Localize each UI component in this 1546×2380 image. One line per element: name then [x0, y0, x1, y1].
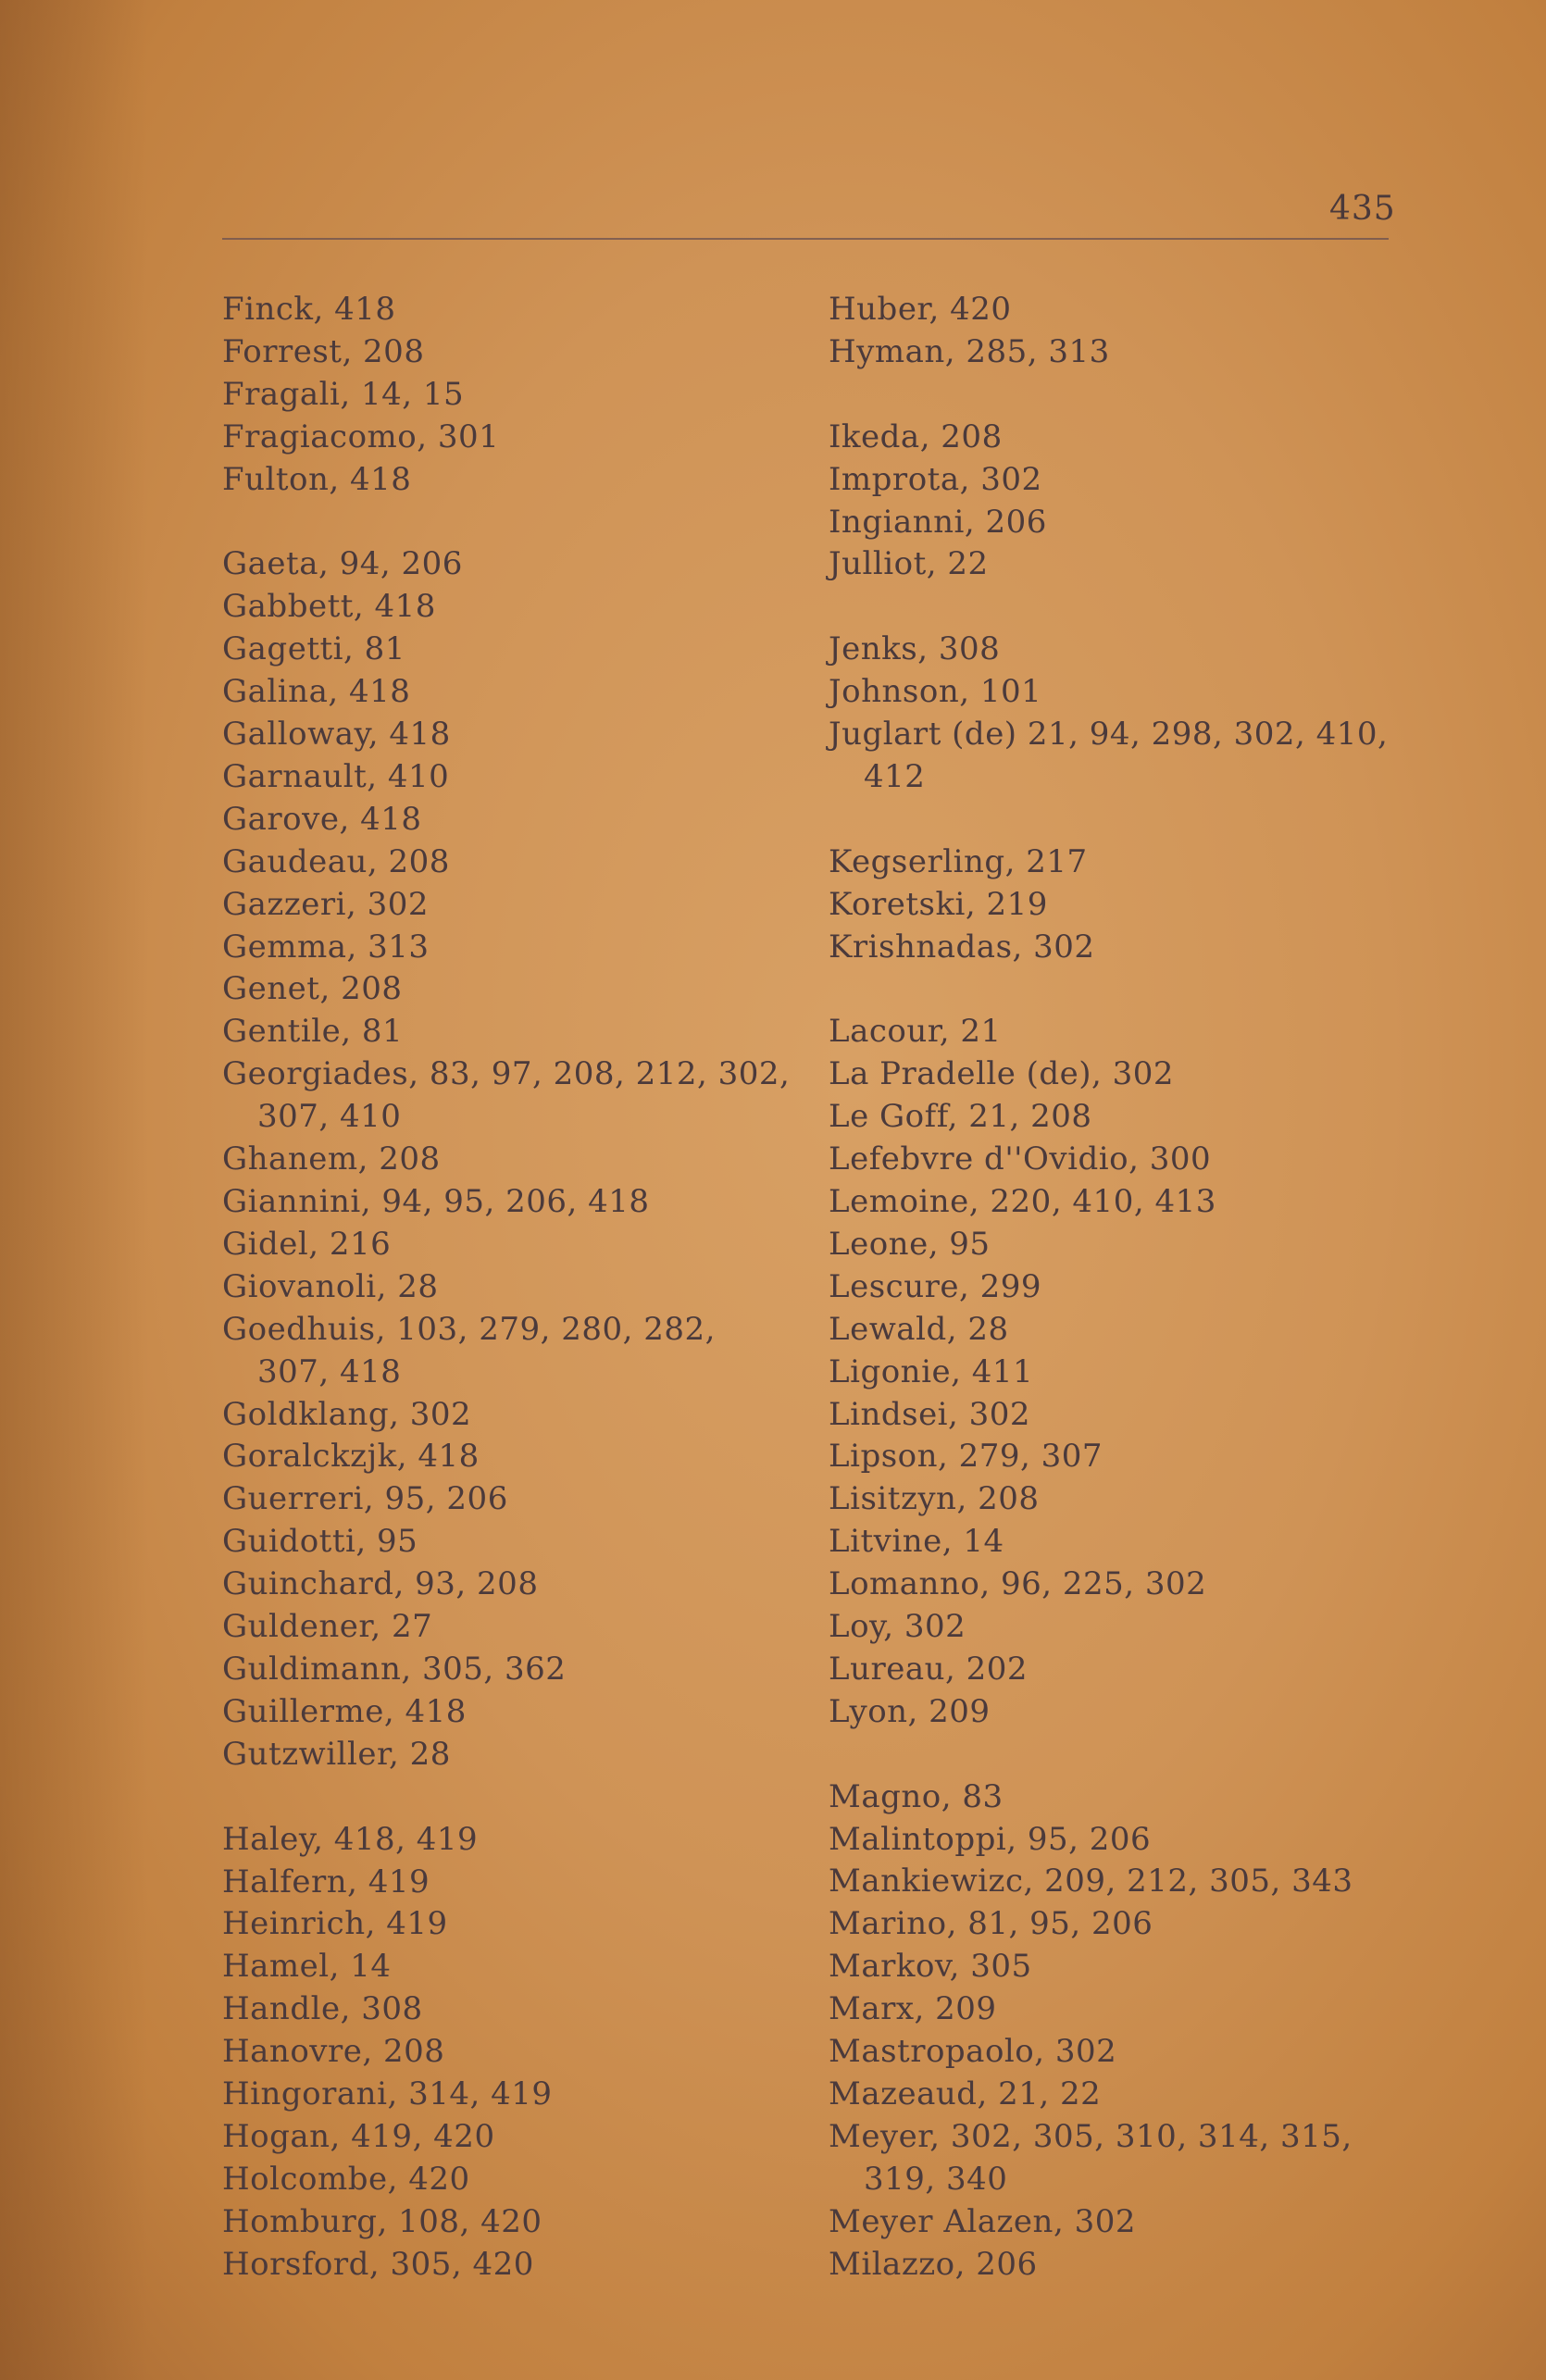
index-entry: Le Goff, 21, 208 — [829, 1098, 1092, 1136]
index-entry: Guldimann, 305, 362 — [222, 1650, 567, 1688]
index-entry: Horsford, 305, 420 — [222, 2245, 534, 2283]
index-entry: Gabbett, 418 — [222, 588, 436, 626]
index-entry: Mazeaud, 21, 22 — [829, 2075, 1102, 2112]
index-section-gap — [222, 1776, 796, 1819]
index-entry: Guerreri, 95, 206 — [222, 1480, 508, 1518]
index-entry: Meyer Alazen, 302 — [829, 2202, 1136, 2240]
index-entry: La Pradelle (de), 302 — [829, 1055, 1175, 1093]
index-section-gap — [829, 799, 1403, 841]
index-entry: Halfern, 419 — [222, 1863, 430, 1900]
index-entry: Meyer, 302, 305, 310, 314, 315, 319, 340 — [829, 2117, 1353, 2198]
index-entry: Gagetti, 81 — [222, 630, 405, 668]
index-entry: Litvine, 14 — [829, 1523, 1004, 1561]
index-entry: Galloway, 418 — [222, 716, 451, 754]
index-section-gap — [829, 586, 1403, 629]
index-entry: Lacour, 21 — [829, 1013, 1002, 1051]
index-entry: Huber, 420 — [829, 291, 1012, 328]
index-entry: Lemoine, 220, 410, 413 — [829, 1182, 1216, 1220]
index-entry: Fragali, 14, 15 — [222, 375, 465, 413]
index-entry: Gazzeri, 302 — [222, 885, 430, 923]
index-entry: Lipson, 279, 307 — [829, 1438, 1103, 1476]
index-entry: Hogan, 419, 420 — [222, 2117, 495, 2155]
index-entry: Hanovre, 208 — [222, 2033, 445, 2071]
index-entry: Marx, 209 — [829, 1990, 997, 2028]
index-entry: Ingianni, 206 — [829, 503, 1047, 541]
index-entry: Lisitzyn, 208 — [829, 1480, 1040, 1518]
index-entry: Juglart (de) 21, 94, 298, 302, 410, 412 — [829, 716, 1389, 795]
index-entry: Mastropaolo, 302 — [829, 2033, 1117, 2071]
index-entry: Haley, 418, 419 — [222, 1820, 479, 1858]
index-entry: Hingorani, 314, 419 — [222, 2075, 553, 2113]
index-entry: Hyman, 285, 313 — [829, 332, 1110, 370]
index-entry: Lureau, 202 — [829, 1650, 1029, 1688]
index-section-gap — [222, 502, 796, 544]
index-entry: Handle, 308 — [222, 1990, 423, 2028]
index-section-gap — [829, 1734, 1403, 1776]
index-entry: Jenks, 308 — [829, 630, 1001, 668]
index-entry: Milazzo, 206 — [829, 2245, 1038, 2283]
index-entry: Hamel, 14 — [222, 1948, 392, 1986]
index-entry: Koretski, 219 — [829, 885, 1048, 923]
index-entry: Lefebvre d''Ovidio, 300 — [829, 1140, 1212, 1178]
index-entry: Guinchard, 93, 208 — [222, 1565, 539, 1603]
index-entry: Malintoppi, 95, 206 — [829, 1820, 1152, 1858]
index-entry: Kegserling, 217 — [829, 842, 1088, 880]
index-entry: Improta, 302 — [829, 460, 1042, 498]
index-entry: Guidotti, 95 — [222, 1523, 418, 1561]
index-entry: Giannini, 94, 95, 206, 418 — [222, 1183, 650, 1221]
index-entry: Garove, 418 — [222, 800, 422, 838]
index-column-right — [829, 289, 1403, 2287]
index-entry: Gaeta, 94, 206 — [222, 545, 463, 583]
index-entry: Goedhuis, 103, 279, 280, 282, 307, 418 — [222, 1310, 716, 1390]
index-entry: Goldklang, 302 — [222, 1395, 472, 1433]
index-entry: Johnson, 101 — [829, 673, 1042, 711]
index-entry: Lewald, 28 — [829, 1310, 1009, 1348]
index-entry: Gentile, 81 — [222, 1013, 404, 1051]
index-entry: Loy, 302 — [829, 1608, 966, 1646]
index-entry: Gaudeau, 208 — [222, 842, 450, 880]
index-entry: Heinrich, 419 — [222, 1905, 448, 1943]
index-entry: Lindsei, 302 — [829, 1395, 1031, 1433]
index-entry: Julliot, 22 — [829, 545, 989, 583]
index-entry: Gemma, 313 — [222, 928, 430, 966]
header-rule — [222, 238, 1389, 240]
index-entry: Magno, 83 — [829, 1777, 1004, 1815]
index-section-gap — [829, 968, 1403, 1011]
index-entry: Ghanem, 208 — [222, 1140, 441, 1178]
index-entry: Georgiades, 83, 97, 208, 212, 302, 307, 410 — [222, 1055, 791, 1136]
index-entry: Lomanno, 96, 225, 302 — [829, 1565, 1207, 1603]
index-entry: Giovanoli, 28 — [222, 1267, 439, 1305]
index-entry: Goralckzjk, 418 — [222, 1438, 480, 1476]
index-entry: Leone, 95 — [829, 1225, 991, 1263]
index-entry: Garnault, 410 — [222, 757, 450, 795]
index-entry: Gutzwiller, 28 — [222, 1735, 451, 1773]
index-entry: Finck, 418 — [222, 291, 396, 328]
index-entry: Mankiewizc, 209, 212, 305, 343 — [829, 1863, 1353, 1900]
index-entry: Guldener, 27 — [222, 1608, 433, 1646]
index-entry: Holcombe, 420 — [222, 2160, 470, 2198]
index-entry: Gidel, 216 — [222, 1225, 392, 1263]
index-entry: Ikeda, 208 — [829, 417, 1003, 455]
index-entry: Fulton, 418 — [222, 460, 412, 498]
page-number: 435 — [1329, 190, 1396, 228]
index-section-gap — [829, 374, 1403, 417]
index-entry: Markov, 305 — [829, 1948, 1032, 1986]
index-entry: Marino, 81, 95, 206 — [829, 1905, 1153, 1943]
index-entry: Fragiacomo, 301 — [222, 417, 500, 455]
index-entry: Guillerme, 418 — [222, 1692, 467, 1730]
index-entry: Ligonie, 411 — [829, 1352, 1034, 1390]
index-entry: Galina, 418 — [222, 673, 411, 711]
index-entry: Forrest, 208 — [222, 332, 425, 370]
index-entry: Lyon, 209 — [829, 1692, 991, 1730]
index-entry: Krishnadas, 302 — [829, 928, 1095, 966]
index-entry: Homburg, 108, 420 — [222, 2202, 542, 2240]
index-entry: Lescure, 299 — [829, 1267, 1041, 1305]
index-column-left — [222, 289, 796, 2287]
page-shadow — [0, 0, 148, 2380]
index-entry: Genet, 208 — [222, 970, 403, 1008]
